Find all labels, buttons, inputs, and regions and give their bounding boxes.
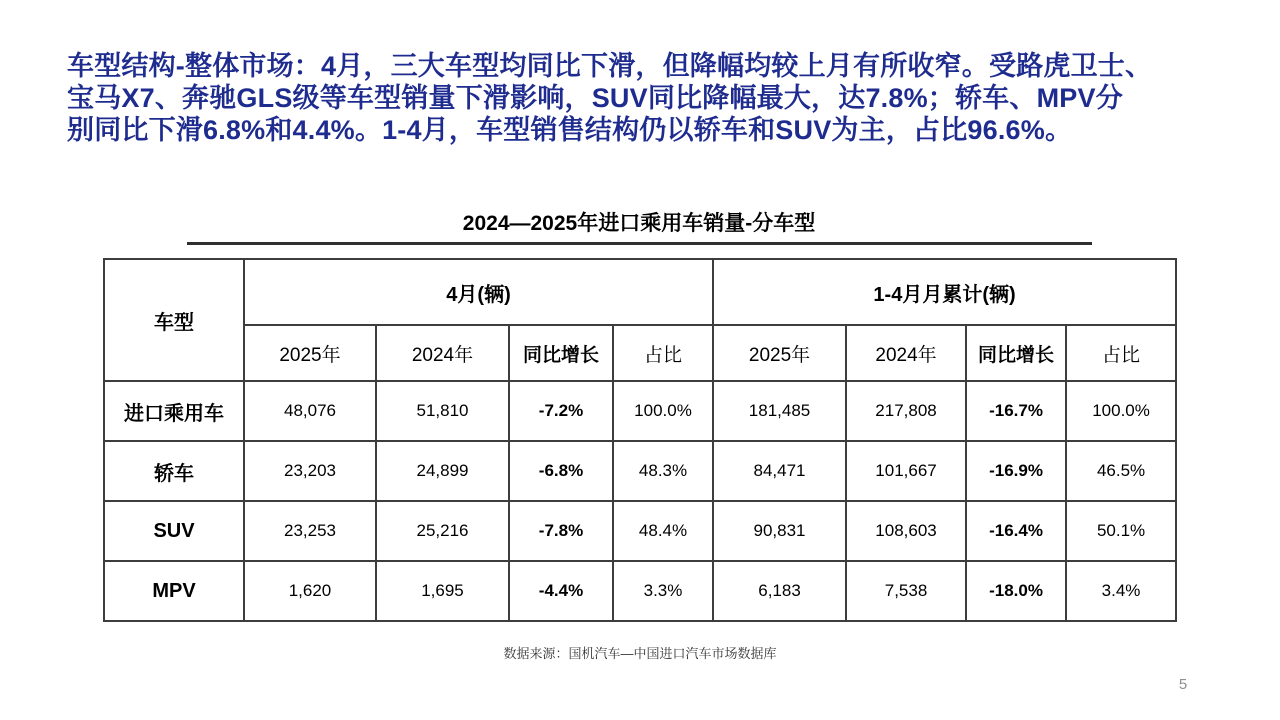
table-title: 2024—2025年进口乘用车销量-分车型 xyxy=(462,212,816,235)
source-note: 数据来源：国机汽车—中国进口汽车市场数据库 xyxy=(503,646,777,661)
subheader-cum-2025: 2025年 xyxy=(713,325,846,381)
table-cell: 101,667 xyxy=(846,441,966,501)
table-cell: 217,808 xyxy=(846,381,966,441)
table-cell: -4.4% xyxy=(509,561,613,621)
headline-line: 车型结构-整体市场：4月，三大车型均同比下滑，但降幅均较上月有所收窄。受路虎卫士、 xyxy=(67,51,1153,81)
sales-table xyxy=(103,258,1177,622)
table-cell: 3.4% xyxy=(1066,561,1176,621)
headline-line: 宝马X7、奔驰GLS级等车型销量下滑影响，SUV同比降幅最大，达7.8%；轿车、MPV分 xyxy=(67,83,1123,113)
table-cell: -16.9% xyxy=(966,441,1066,501)
table-cell: 51,810 xyxy=(376,381,509,441)
header-vehicle-type: 车型 xyxy=(104,259,244,381)
row-label: 轿车 xyxy=(104,441,244,501)
table-cell: 24,899 xyxy=(376,441,509,501)
title-underline xyxy=(187,242,1092,245)
header-cumulative-group: 1-4月月累计(辆) xyxy=(713,259,1176,325)
table-cell: 6,183 xyxy=(713,561,846,621)
table-cell: -7.2% xyxy=(509,381,613,441)
subheader-april-share: 占比 xyxy=(613,325,713,381)
table-cell: -7.8% xyxy=(509,501,613,561)
table-cell: 46.5% xyxy=(1066,441,1176,501)
table-cell: -16.7% xyxy=(966,381,1066,441)
table-cell: 181,485 xyxy=(713,381,846,441)
table-cell: 23,253 xyxy=(244,501,376,561)
table-cell: 90,831 xyxy=(713,501,846,561)
subheader-april-2025: 2025年 xyxy=(244,325,376,381)
table-cell: 50.1% xyxy=(1066,501,1176,561)
subheader-april-yoy: 同比增长 xyxy=(509,325,613,381)
table-cell: 100.0% xyxy=(1066,381,1176,441)
headline-line: 别同比下滑6.8%和4.4%。1-4月，车型销售结构仍以轿车和SUV为主，占比96.6%。 xyxy=(67,115,1073,145)
table-cell: -6.8% xyxy=(509,441,613,501)
table-cell: 108,603 xyxy=(846,501,966,561)
header-april-group: 4月(辆) xyxy=(244,259,713,325)
table-cell: 7,538 xyxy=(846,561,966,621)
table-row-suv xyxy=(104,501,1176,561)
table-row-mpv xyxy=(104,561,1176,621)
row-label: SUV xyxy=(104,501,244,561)
row-label: MPV xyxy=(104,561,244,621)
table-cell: 48,076 xyxy=(244,381,376,441)
subheader-april-2024: 2024年 xyxy=(376,325,509,381)
table-cell: -16.4% xyxy=(966,501,1066,561)
table-cell: 100.0% xyxy=(613,381,713,441)
table-cell: 1,695 xyxy=(376,561,509,621)
table-cell: 48.3% xyxy=(613,441,713,501)
table-cell: 48.4% xyxy=(613,501,713,561)
subheader-cum-yoy: 同比增长 xyxy=(966,325,1066,381)
page-number: 5 xyxy=(1178,676,1188,693)
subheader-cum-share: 占比 xyxy=(1066,325,1176,381)
table-cell: 25,216 xyxy=(376,501,509,561)
row-label: 进口乘用车 xyxy=(104,381,244,441)
table-row-total xyxy=(104,381,1176,441)
table-cell: -18.0% xyxy=(966,561,1066,621)
headline-paragraph xyxy=(67,50,1212,146)
subheader-cum-2024: 2024年 xyxy=(846,325,966,381)
table-cell: 84,471 xyxy=(713,441,846,501)
table-cell: 23,203 xyxy=(244,441,376,501)
table-row-sedan xyxy=(104,441,1176,501)
table-cell: 3.3% xyxy=(613,561,713,621)
table-cell: 1,620 xyxy=(244,561,376,621)
